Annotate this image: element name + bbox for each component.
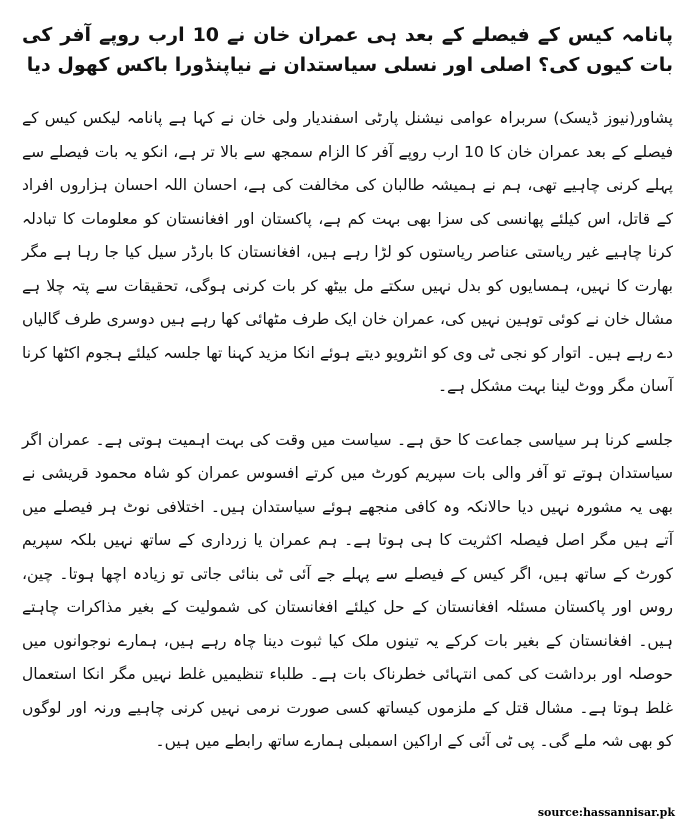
article-headline: پانامہ کیس کے فیصلے کے بعد ہی عمران خان نے 10 ارب روپے آفر کی بات کیوں کی؟ اصلی اور نسلی سیاستدان نے نیاپنڈورا باکس کھول دیا xyxy=(22,24,673,76)
article-paragraph-1: پشاور(نیوز ڈیسک) سربراہ عوامی نیشنل پارٹی اسفندیار ولی خان نے کہا ہے پانامہ لیکس کیس کے فیصلے کے بعد عمران خان کا 10 ارب روپے آفر کا الزام سمجھ سے بالا تر ہے، انکو یہ بات فیصلے سے پہلے کرنی چاہیے تھی، ہم نے ہمیشہ طالبان کی مخالفت کی ہے، احسان اللہ احسان ہزاروں افراد کے قاتل، اس کیلئے پھانسی کی سزا بھی بہت کم ہے، پاکستان اور افغانستان کو معلومات کا تبادلہ کرنا چاہیے غیر ریاستی عناصر ریاستوں کو لڑا رہے ہیں، افغانستان کا بارڈر سیل کیا جا رہا ہے مگر بھارت کا نہیں، ہمسایوں کو بدل نہیں سکتے مل بیٹھ کر بات کرنی ہوگی، تحقیقات سے پتہ چلا ہے مشال خان نے کوئی توہین نہیں کی، عمران خان ایک طرف مٹھائی کھا رہے ہیں دوسری طرف گالیاں دے رہے ہیں۔ اتوار کو نجی ٹی وی کو انٹرویو دیتے ہوئے انکا مزید کہنا تھا جلسہ کیلئے ہجوم اکٹھا کرنا آسان مگر ووٹ لینا بہت مشکل ہے۔ xyxy=(22,109,673,395)
article-paragraph-2: جلسے کرنا ہر سیاسی جماعت کا حق ہے۔ سیاست میں وقت کی بہت اہمیت ہوتی ہے۔ عمران اگر سیاستدان ہوتے تو آفر والی بات سپریم کورٹ میں کرتے افسوس عمران کو شاہ محمود قریشی نے بھی یہ مشورہ نہیں دیا حالانکہ وہ کافی منجھے ہوئے سیاستدان ہیں۔ اختلافی نوٹ ہر فیصلے میں آتے ہیں مگر اصل فیصلہ اکثریت کا ہی ہوتا ہے۔ ہم عمران یا زرداری کے ساتھ نہیں بلکہ سپریم کورٹ کے ساتھ ہیں، اگر کیس کے فیصلے سے پہلے جے آئی ٹی بنائی جاتی تو زیادہ اچھا ہوتا۔ چین، روس اور پاکستان مسئلہ افغانستان کے حل کیلئے افغانستان کی شمولیت کے بغیر مذاکرات چاہتے ہیں۔ افغانستان کے بغیر بات کرکے یہ تینوں ملک کیا ثبوت دینا چاہ رہے ہیں، ہمارے نوجوانوں میں حوصلہ اور برداشت کی کمی انتہائی خطرناک بات ہے۔ طلباء تنظیمیں غلط نہیں مگر انکا استعمال غلط ہوتا ہے۔ مشال قتل کے ملزموں کیساتھ کسی صورت نرمی نہیں کرنی چاہیے ورنہ اور لوگوں کو بھی شہ ملے گی۔ پی ٹی آئی کے اراکین اسمبلی ہمارے ساتھ رابطے میں ہیں۔ xyxy=(22,430,673,750)
source-credit: source:hassannisar.pk xyxy=(537,806,675,819)
